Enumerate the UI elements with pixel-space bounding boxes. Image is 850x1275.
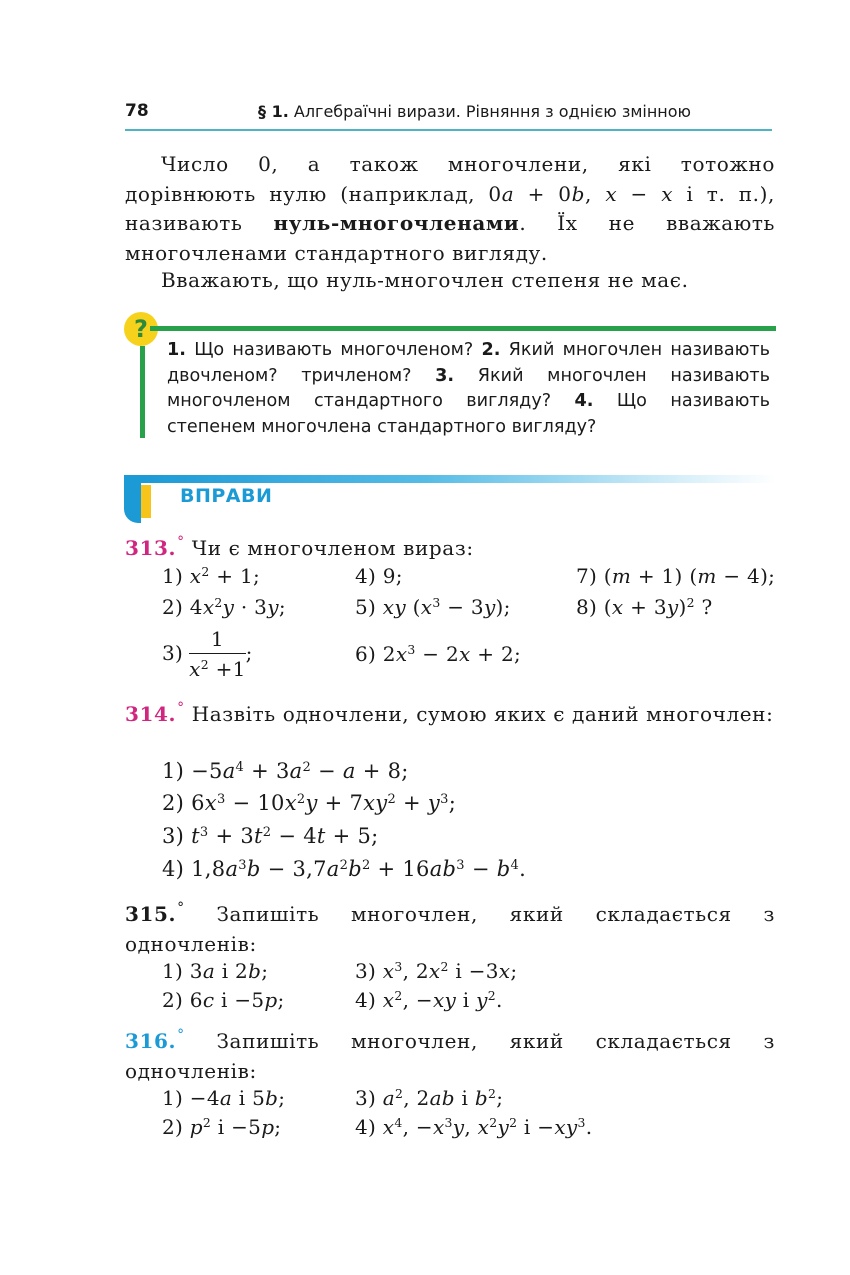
review-questions [167,338,770,440]
task-text: Запишіть многочлен, який складається з одночленів: [125,1029,775,1083]
task-314-item-2: 2) $6x^3 - 10x^2y + 7xy^2 + y^3$; [162,791,457,815]
task-313-item-5: 5) xy $(x^3 - 3y)$; [355,595,511,619]
task-313-item-2: 2) $4x^2y \cdot 3y$; [162,595,286,619]
degree-mark: ° [177,699,185,716]
question-number: 4. [574,391,594,411]
question-text: Який многочлен називають двочленом? тричленом? [167,340,771,386]
intro-text: , [585,181,606,206]
degree-mark: ° [177,1026,185,1043]
task-number: 315. [125,902,177,926]
degree-mark: ° [177,533,185,550]
running-head [258,102,691,121]
task-313-heading [125,534,775,564]
intro-text: + 0 [514,181,572,206]
task-number: 313. [125,536,177,560]
banner-tab-blue [124,475,141,523]
question-number: 1. [167,340,186,360]
task-313-item-3: 3) $\frac{1}{x^2 +1}$ ; [162,627,253,681]
task-316-item-4: 4) $x^4$, $-x^3y$, $x^2y^2$ $і -xy^3$. [355,1115,593,1139]
exercises-banner [124,475,776,523]
page-number: 78 [125,101,149,121]
task-313-item-4: 4) 9; [355,564,403,588]
task-number: 314. [125,702,177,726]
task-313-item-6: 6) $2x^3 - 2x + 2$; [355,642,522,666]
section-label: § 1. [258,102,289,121]
question-mark-icon: ? [124,312,158,346]
task-314-heading [125,700,775,730]
task-313-item-8: 8) $(x + 3y)^2$ ? [576,595,713,619]
intro-text: . Їх не вважають многочленами стандартного вигляду. [125,211,775,265]
intro-text: і т. п.), називають [125,181,775,235]
task-313-item-7: 7) (m + 1) (m − 4); [576,564,776,588]
intro-text: Число 0, а також многочлени, які тотожно дорівнюють нулю (наприклад, 0 [125,152,775,206]
intro-text: − [617,181,662,206]
task-314-item-4: 4) $1,8a^3b - 3,7a^2b^2 + 16ab^3 - b^4$. [162,857,527,881]
page-header [125,101,770,127]
fraction: $\frac{1}{x^2 +1}$ [189,627,246,681]
task-text: Назвіть одночлени, сумою яких є даний многочлен: [191,702,774,726]
task-316-item-1: 1) −4a і 5b; [162,1086,286,1110]
header-rule [125,129,772,131]
question-number: 2. [481,340,501,360]
task-316-heading [125,1027,775,1086]
banner-bar [141,475,776,483]
degree-mark: ° [177,899,185,916]
task-316-item-2: 2) $p^2$ і −5p; [162,1115,282,1139]
task-315-item-3: 3) $x^3$, $2x^2$ і −3x; [355,959,518,983]
term-null-polynomial: нуль-многочленами [273,211,520,235]
questions-left-rule [140,346,145,438]
task-313-item-1: 1) $x^2 + 1$; [162,564,261,588]
task-315-item-2: 2) 6c і −5p; [162,988,285,1012]
task-315-item-1: 1) 3a і 2b; [162,959,269,983]
intro-paragraph-2: Вважають, що нуль-многочлен степеня не має. [161,268,689,292]
task-number: 316. [125,1029,177,1053]
task-315-heading [125,900,775,959]
question-text: Що називають степенем многочлена стандартного вигляду? [167,391,771,437]
question-text: Що називають многочленом? [194,340,474,360]
task-316-item-3: 3) $a^2$, 2ab і $b^2$; [355,1086,504,1110]
task-314-item-1: $1) -5a^4 + 3a^2 - a + 8$; [162,759,409,783]
question-text: Який многочлен називають многочленом стандартного вигляду? [167,365,770,411]
question-number: 3. [435,365,455,386]
intro-paragraph-1: Число 0, а також многочлени, які тотожно дорівнюють нулю (наприклад, 0a + 0b, x − x і т. п.), називають нуль-многочленами. Їх не вважають многочленами стандартного вигляду. [125,152,775,265]
questions-top-rule [150,326,776,331]
task-text: Запишіть многочлен, який складається з одночленів: [125,902,775,956]
task-text: Чи є многочленом вираз: [191,536,474,560]
task-314-item-3: 3) $t^3 + 3t^2 - 4t + 5$; [162,824,379,848]
task-315-item-4: 4) $x^2$, −xy і $y^2$. [355,988,503,1012]
banner-tab-yellow [141,485,151,518]
section-title: Алгебраїчні вирази. Рівняння з однією змінною [293,102,692,121]
exercises-title: ВПРАВИ [180,485,273,507]
